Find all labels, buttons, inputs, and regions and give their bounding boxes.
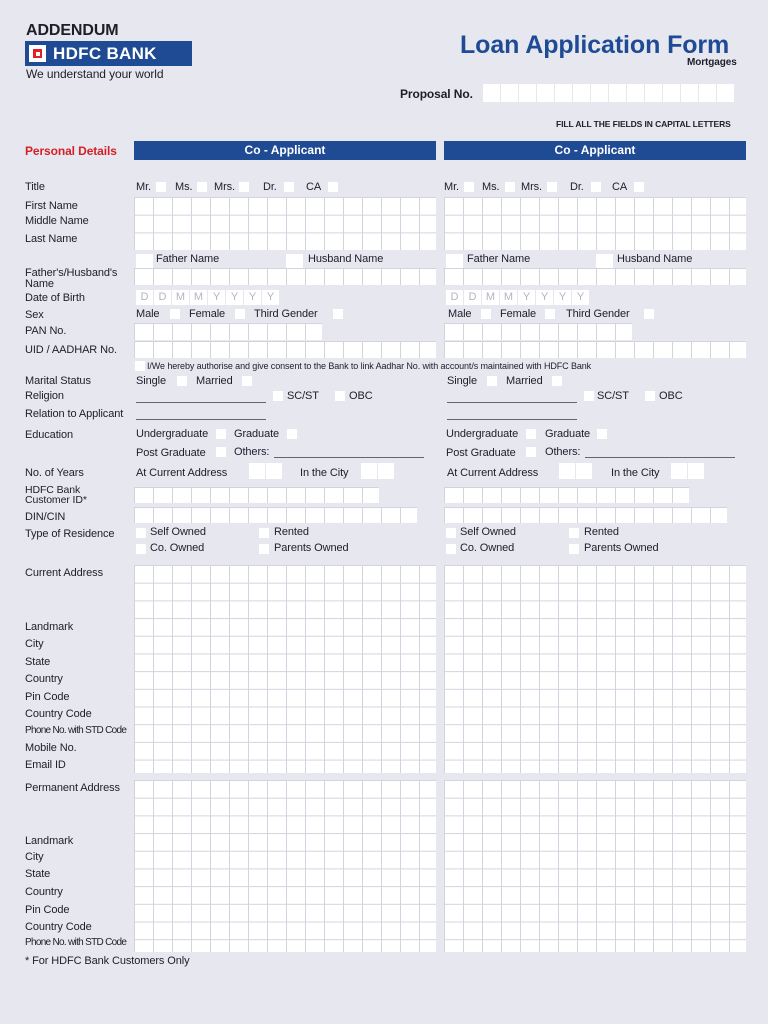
checkbox-mr[interactable] [464,182,474,192]
dob-d: D [154,290,171,305]
label-dob: Date of Birth [25,292,85,304]
dob-m: M [500,290,517,305]
years-in-city[interactable] [671,463,705,479]
checkbox-single[interactable] [487,376,497,386]
label-city-1: City [25,638,44,650]
option-rented: Rented [274,526,309,538]
religion-line[interactable] [447,402,577,403]
label-state-1: State [25,656,51,668]
checkbox-undergraduate[interactable] [526,429,536,439]
label-email: Email ID [25,759,66,771]
label-no-of-years: No. of Years [25,467,84,479]
checkbox-single[interactable] [177,376,187,386]
checkbox-female[interactable] [545,309,555,319]
uid-field[interactable] [134,341,436,358]
option-parents-owned: Parents Owned [584,542,659,554]
others-line[interactable] [274,457,424,458]
option-at-current-address: At Current Address [447,467,539,479]
dob-y: Y [244,290,261,305]
checkbox-father-name[interactable] [446,254,463,268]
option-in-the-city: In the City [611,467,660,479]
co-applicant-column-2 [444,0,746,1024]
option-single: Single [136,375,166,387]
checkbox-father-name[interactable] [136,254,153,268]
years-current-address[interactable] [559,463,593,479]
option-married: Married [196,375,233,387]
checkbox-graduate[interactable] [597,429,607,439]
label-fathers-husbands: Father's/Husband's [25,267,118,279]
permanent-address-grid[interactable] [134,780,436,952]
label-sex: Sex [25,309,44,321]
option-female: Female [500,308,537,320]
checkbox-husband-name[interactable] [286,254,303,268]
co-applicant-column-1 [134,0,436,1024]
option-male: Male [448,308,472,320]
dob-y: Y [262,290,279,305]
option-married: Married [506,375,543,387]
option-father-name: Father Name [467,253,531,265]
option-mr: Mr. [444,181,459,193]
option-at-current-address: At Current Address [136,467,228,479]
checkbox-post-graduate[interactable] [216,447,226,457]
label-country-code-1: Country Code [25,708,92,720]
label-religion: Religion [25,390,64,402]
option-co-owned: Co. Owned [150,542,205,554]
label-pan: PAN No. [25,325,67,337]
pan-field[interactable] [134,323,322,340]
option-dr: Dr. [263,181,277,193]
addendum-title: ADDENDUM [26,22,119,39]
option-parents-owned: Parents Owned [274,542,349,554]
option-others: Others: [545,446,581,458]
dob-y: Y [554,290,571,305]
aadhar-consent-text: I/We hereby authorise and give consent to the Bank to link Aadhar No. with account/s maintained with HDFC Bank [147,361,592,371]
dob-field[interactable] [136,290,280,305]
checkbox-dr[interactable] [284,182,294,192]
option-undergraduate: Undergraduate [136,428,209,440]
option-others: Others: [234,446,270,458]
checkbox-self-owned[interactable] [446,528,456,538]
option-female: Female [189,308,226,320]
bank-tagline: We understand your world [26,67,164,81]
dob-d: D [136,290,153,305]
option-father-name: Father Name [156,253,220,265]
label-education: Education [25,429,74,441]
religion-line[interactable] [136,402,266,403]
checkbox-parents-owned[interactable] [259,544,269,554]
label-phone-1: Phone No. with STD Code [25,725,127,736]
label-uid: UID / AADHAR No. [25,344,117,356]
label-current-address: Current Address [25,567,103,579]
others-line[interactable] [585,457,735,458]
option-post-graduate: Post Graduate [446,447,516,459]
label-customer-id: Customer ID* [25,494,87,506]
label-name: Name [25,278,54,290]
option-obc: OBC [349,390,373,402]
checkbox-mr[interactable] [156,182,166,192]
current-address-grid[interactable] [134,565,436,773]
bank-name: HDFC BANK [53,44,157,63]
dob-y: Y [536,290,553,305]
uid-field[interactable] [444,341,746,358]
option-dr: Dr. [570,181,584,193]
option-undergraduate: Undergraduate [446,428,519,440]
label-middle-name: Middle Name [25,215,89,227]
checkbox-ms[interactable] [505,182,515,192]
years-in-city[interactable] [361,463,395,479]
checkbox-rented[interactable] [259,528,269,538]
option-graduate: Graduate [234,428,280,440]
checkbox-co-owned[interactable] [446,544,456,554]
checkbox-third-gender[interactable] [644,309,654,319]
label-relation: Relation to Applicant [25,408,124,420]
checkbox-married[interactable] [552,376,562,386]
checkbox-mrs[interactable] [239,182,249,192]
option-ms: Ms. [175,181,193,193]
dob-y: Y [226,290,243,305]
checkbox-ca[interactable] [634,182,644,192]
personal-details-title: Personal Details [25,144,117,158]
option-third-gender: Third Gender [566,308,630,320]
relation-line[interactable] [136,419,266,420]
dob-m: M [190,290,207,305]
dob-field[interactable] [446,290,590,305]
checkbox-graduate[interactable] [287,429,297,439]
option-husband-name: Husband Name [617,253,693,265]
option-post-graduate: Post Graduate [136,447,206,459]
checkbox-married[interactable] [242,376,252,386]
label-country-2: Country [25,886,63,898]
option-graduate: Graduate [545,428,591,440]
footnote: * For HDFC Bank Customers Only [25,955,190,967]
label-city-2: City [25,851,44,863]
form-subtitle: Mortgages [687,57,737,68]
option-in-the-city: In the City [300,467,349,479]
current-address-grid[interactable] [444,565,746,773]
checkbox-ms[interactable] [197,182,207,192]
option-rented: Rented [584,526,619,538]
checkbox-scst[interactable] [273,391,283,401]
label-pin-1: Pin Code [25,691,70,703]
customer-id-field[interactable] [134,487,379,503]
label-phone-2: Phone No. with STD Code [25,937,127,948]
option-obc: OBC [659,390,683,402]
checkbox-undergraduate[interactable] [216,429,226,439]
din-cin-field[interactable] [134,507,417,523]
checkbox-ca[interactable] [328,182,338,192]
checkbox-obc[interactable] [645,391,655,401]
label-permanent-address: Permanent Address [25,782,120,794]
dob-d: D [446,290,463,305]
option-mrs: Mrs. [521,181,542,193]
co-applicant-header-1: Co - Applicant [134,141,436,160]
label-mobile: Mobile No. [25,742,77,754]
permanent-address-grid[interactable] [444,780,746,952]
customer-id-field[interactable] [444,487,689,503]
label-landmark-2: Landmark [25,835,74,847]
checkbox-female[interactable] [235,309,245,319]
checkbox-male[interactable] [481,309,491,319]
years-current-address[interactable] [249,463,283,479]
dob-d: D [464,290,481,305]
name-grid[interactable] [134,197,436,250]
label-residence-type: Type of Residence [25,528,115,540]
option-ca: CA [612,181,628,193]
checkbox-male[interactable] [170,309,180,319]
dob-m: M [482,290,499,305]
co-applicant-header-2: Co - Applicant [444,141,746,160]
option-single: Single [447,375,477,387]
checkbox-obc[interactable] [335,391,345,401]
checkbox-post-graduate[interactable] [526,447,536,457]
label-country-1: Country [25,673,63,685]
option-third-gender: Third Gender [254,308,318,320]
checkbox-husband-name[interactable] [596,254,613,268]
label-din-cin: DIN/CIN [25,511,66,523]
fathers-husbands-name-field[interactable] [444,268,746,285]
label-marital-status: Marital Status [25,375,91,387]
option-self-owned: Self Owned [150,526,206,538]
label-title: Title [25,181,45,193]
checkbox-dr[interactable] [591,182,601,192]
label-first-name: First Name [25,200,78,212]
label-country-code-2: Country Code [25,921,92,933]
dob-y: Y [572,290,589,305]
label-landmark-1: Landmark [25,621,74,633]
option-ca: CA [306,181,322,193]
checkbox-parents-owned[interactable] [569,544,579,554]
din-cin-field[interactable] [444,507,727,523]
checkbox-co-owned[interactable] [136,544,146,554]
option-scst: SC/ST [597,390,629,402]
option-ms: Ms. [482,181,500,193]
checkbox-scst[interactable] [584,391,594,401]
checkbox-third-gender[interactable] [333,309,343,319]
label-hdfc-bank: HDFC Bank [25,484,81,496]
capital-letters-instruction: FILL ALL THE FIELDS IN CAPITAL LETTERS [556,119,731,129]
option-male: Male [136,308,160,320]
checkbox-mrs[interactable] [547,182,557,192]
option-husband-name: Husband Name [308,253,384,265]
option-scst: SC/ST [287,390,319,402]
option-mrs: Mrs. [214,181,235,193]
option-mr: Mr. [136,181,151,193]
option-self-owned: Self Owned [460,526,516,538]
relation-line[interactable] [447,419,577,420]
label-last-name: Last Name [25,233,78,245]
fathers-husbands-name-field[interactable] [134,268,436,285]
dob-m: M [172,290,189,305]
option-co-owned: Co. Owned [460,542,515,554]
proposal-label: Proposal No. [400,87,473,101]
checkbox-self-owned[interactable] [136,528,146,538]
name-grid[interactable] [444,197,746,250]
dob-y: Y [208,290,225,305]
pan-field[interactable] [444,323,632,340]
label-state-2: State [25,868,51,880]
hdfc-logo-icon [29,45,46,62]
checkbox-rented[interactable] [569,528,579,538]
label-pin-2: Pin Code [25,904,70,916]
dob-y: Y [518,290,535,305]
form-title: Loan Application Form [460,31,730,59]
